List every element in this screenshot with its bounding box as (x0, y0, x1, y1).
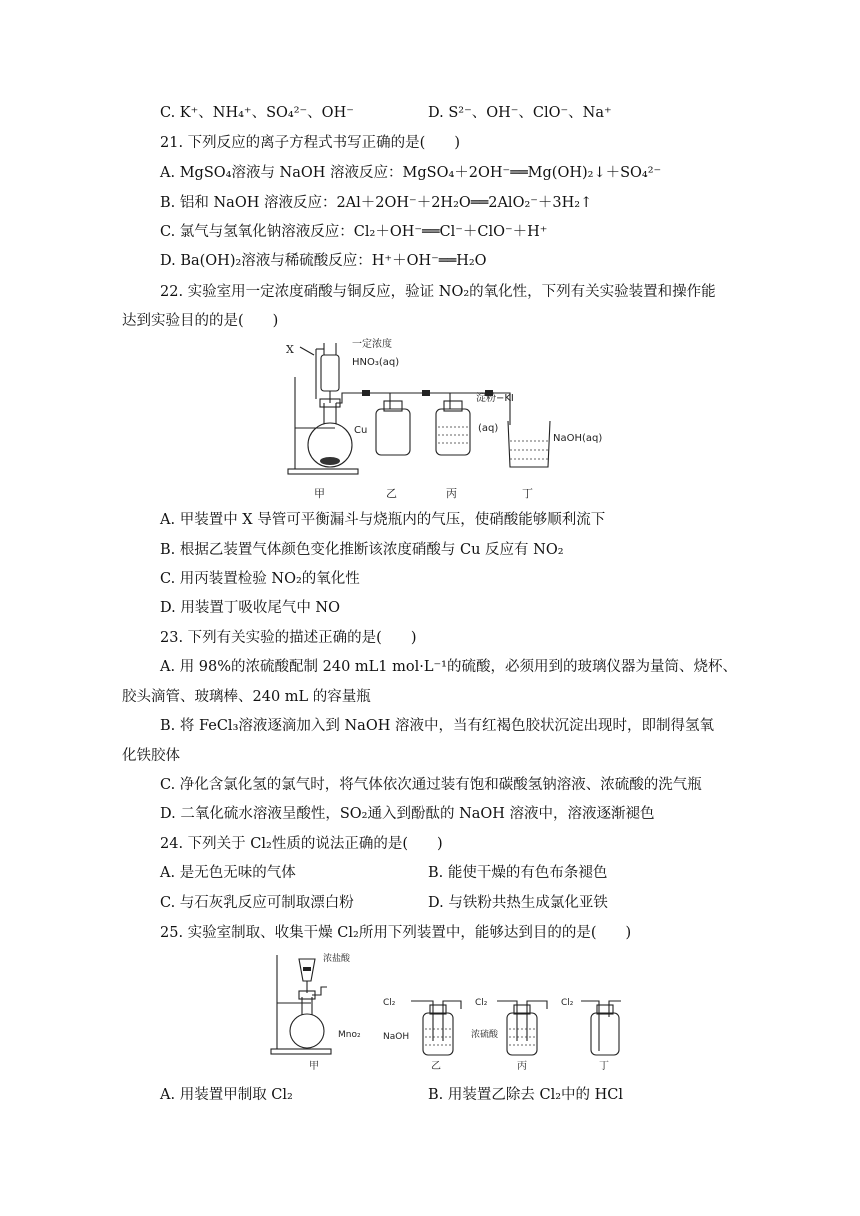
q25-cl2-label-bing: Cl₂ (475, 998, 488, 1008)
q25-mno2-label: Mno₂ (338, 1030, 361, 1040)
q22-option-b: B. 根据乙装置气体颜色变化推断该浓度硝酸与 Cu 反应有 NO₂ (160, 542, 564, 558)
q23-option-b-line2: 化铁胶体 (122, 748, 180, 764)
q22-caption-jia: 甲 (314, 487, 325, 500)
q22-ki-label-2: (aq) (478, 423, 499, 434)
q23-stem: 23. 下列有关实验的描述正确的是( ) (160, 630, 417, 646)
q24-option-c: C. 与石灰乳反应可制取漂白粉 (160, 895, 354, 911)
q22-x-label: X (286, 343, 294, 356)
q25-h2so4-label: 浓硫酸 (471, 1030, 499, 1040)
q25-acid-label: 浓盐酸 (323, 954, 351, 964)
q25-option-a: A. 用装置甲制取 Cl₂ (160, 1087, 293, 1103)
q25-caption-jia: 甲 (309, 1061, 319, 1072)
q25-stem: 25. 实验室制取、收集干燥 Cl₂所用下列装置中，能够达到目的的是( ) (160, 925, 632, 941)
q23-option-c: C. 净化含氯化氢的氯气时，将气体依次通过装有饱和碳酸氢钠溶液、浓硫酸的洗气瓶 (160, 777, 702, 793)
q21-option-d: D. Ba(OH)₂溶液与稀硫酸反应：H⁺＋OH⁻══H₂O (160, 253, 487, 269)
q22-option-a: A. 甲装置中 X 导管可平衡漏斗与烧瓶内的气压，使硝酸能够顺利流下 (160, 512, 606, 528)
q21-option-a: A. MgSO₄溶液与 NaOH 溶液反应：MgSO₄＋2OH⁻══Mg(OH)₂↓＋SO₄²⁻ (160, 165, 662, 181)
q22-stem-line1: 22. 实验室用一定浓度硝酸与铜反应，验证 NO₂的氧化性，下列有关实验装置和操作能 (160, 284, 716, 300)
q22-caption-ding: 丁 (522, 487, 533, 500)
q22-stem-line2: 达到实验目的的是( ) (122, 313, 279, 329)
q24-option-d: D. 与铁粉共热生成氯化亚铁 (428, 895, 608, 911)
q23-option-a-line1: A. 用 98%的浓硫酸配制 240 mL1 mol·L⁻¹的硫酸，必须用到的玻璃仪器为量筒、烧杯、 (160, 659, 737, 675)
q22-cu-label: Cu (354, 425, 368, 436)
q25-option-b: B. 用装置乙除去 Cl₂中的 HCl (428, 1087, 624, 1103)
q25-caption-ding: 丁 (599, 1061, 609, 1072)
q21-option-c: C. 氯气与氢氧化钠溶液反应：Cl₂＋OH⁻══Cl⁻＋ClO⁻＋H⁺ (160, 224, 548, 240)
q23-option-b-line1: B. 将 FeCl₃溶液逐滴加入到 NaOH 溶液中，当有红褐色胶状沉淀出现时，即制得氢氧 (160, 718, 714, 734)
q25-caption-yi: 乙 (431, 1061, 441, 1072)
q25-caption-bing: 丙 (517, 1061, 527, 1072)
q22-caption-bing: 丙 (446, 487, 457, 500)
q22-apparatus-figure (280, 333, 620, 503)
q22-ki-label-1: 淀粉−KI (476, 393, 514, 404)
q20-option-c: C. K⁺、NH₄⁺、SO₄²⁻、OH⁻ (160, 105, 354, 121)
q25-apparatus-figure (265, 947, 625, 1077)
q22-naoh-label: NaOH(aq) (553, 433, 603, 444)
q20-option-d: D. S²⁻、OH⁻、ClO⁻、Na⁺ (428, 105, 612, 121)
q25-cl2-label-ding: Cl₂ (561, 998, 574, 1008)
q22-acid-label-1: 一定浓度 (352, 339, 392, 350)
q24-option-a: A. 是无色无味的气体 (160, 865, 296, 881)
q24-option-b: B. 能使干燥的有色布条褪色 (428, 865, 608, 881)
q22-option-c: C. 用丙装置检验 NO₂的氧化性 (160, 571, 360, 587)
q23-option-a-line2: 胶头滴管、玻璃棒、240 mL 的容量瓶 (122, 689, 371, 705)
q22-acid-label-2: HNO₃(aq) (352, 357, 400, 368)
q24-stem: 24. 下列关于 Cl₂性质的说法正确的是( ) (160, 836, 443, 852)
q21-option-b: B. 铝和 NaOH 溶液反应：2Al＋2OH⁻＋2H₂O══2AlO₂⁻＋3H₂↑ (160, 195, 593, 211)
q25-cl2-label-yi: Cl₂ (383, 998, 396, 1008)
q22-caption-yi: 乙 (386, 487, 397, 500)
q21-stem: 21. 下列反应的离子方程式书写正确的是( ) (160, 135, 460, 151)
q23-option-d: D. 二氧化硫水溶液呈酸性，SO₂通入到酚酞的 NaOH 溶液中，溶液逐渐褪色 (160, 806, 655, 822)
q22-option-d: D. 用装置丁吸收尾气中 NO (160, 600, 341, 616)
q25-naoh-label: NaOH (383, 1032, 410, 1042)
